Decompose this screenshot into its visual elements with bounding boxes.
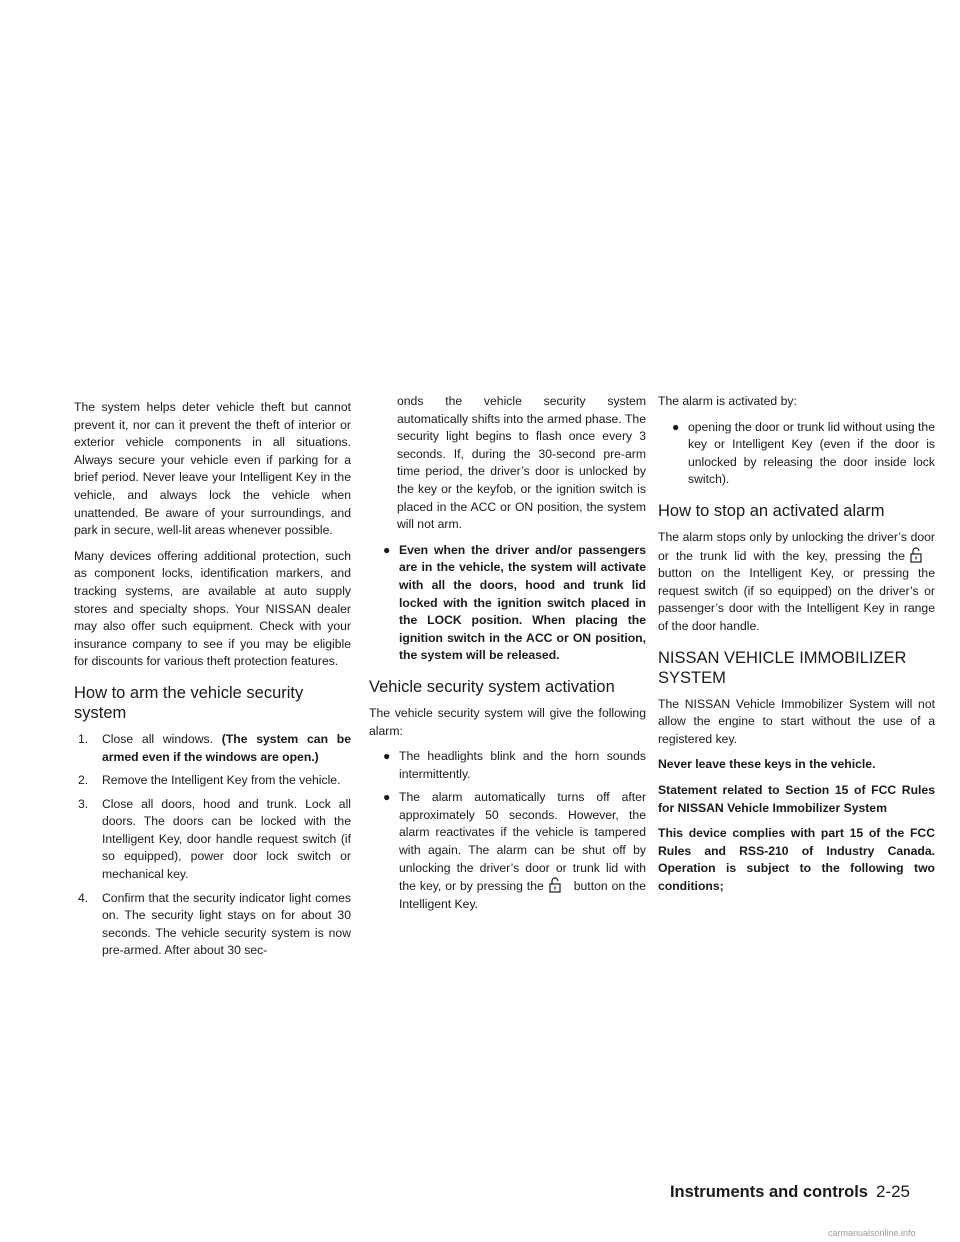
activation-heading: Vehicle security system activation [369, 677, 615, 696]
devices-paragraph: Many devices offering additional protection, such as component locks, identification markers, and tracking systems, are available at auto supply stores and specialty shops. Your NISSAN dealer may also offer such equipment. Check with your insurance company to see if you may be eligible for discounts for various theft protection features. [74, 548, 351, 669]
note-list [369, 542, 646, 665]
column-right [658, 393, 935, 903]
arm-steps [74, 731, 351, 960]
page-footer [670, 1182, 910, 1202]
step-1: 1. Close all windows. (The system can be armed even if the windows are open.) [78, 731, 351, 764]
key-lock-icon [548, 877, 562, 893]
continuation-paragraph: onds the vehicle security system automatically shifts into the armed phase. The security light begins to flash once every 3 seconds. If, during the 30-second pre-arm time period, the driver’s door is unlocked by the key or the keyfob, or the ignition switch is placed in the ACC or ON position, the system will not arm. [397, 394, 646, 532]
fcc-statement-heading: Statement related to Section 15 of FCC Rules for NISSAN Vehicle Immobilizer System [658, 782, 935, 815]
warning-keys: Never leave these keys in the vehicle. [658, 757, 876, 772]
activated-list [658, 419, 935, 489]
immobilizer-heading: NISSAN VEHICLE IMMOBILIZER SYSTEM [658, 648, 907, 687]
page-number: 2-25 [875, 1182, 910, 1201]
step-4: 4. Confirm that the security indicator light comes on. The security light stays on for about 30 seconds. The vehicle security system is now pre-armed. After about 30 sec- [78, 890, 351, 958]
key-lock-icon [909, 547, 923, 563]
alarm-item-1: ● The headlights blink and the horn sounds intermittently. [383, 749, 646, 781]
note-item: ● Even when the driver and/or passengers are in the vehicle, the system will activate with all the doors, hood and trunk lid locked with the ignition switch placed in the LOCK position. When placing the ignition switch in the ACC or ON position, the system will be released. [383, 542, 646, 663]
column-left [74, 399, 351, 966]
column-middle [369, 393, 646, 919]
stop-paragraph: The alarm stops only by unlocking the driver’s door or the trunk lid with the key, pressing thebutton on the Intelligent Key, or pressing the request switch (if so equipped) on the driver’s or passenger’s door with the Intelligent Key in range of the door handle. [658, 529, 935, 633]
footer-section: Instruments and controls [669, 1183, 868, 1201]
activated-by: The alarm is activated by: [658, 394, 797, 408]
step-3: 3. Close all doors, hood and trunk. Lock all doors. The doors can be locked with the Intelligent Key, door handle request switch (if so equipped), power door lock switch or mechanical key. [78, 796, 351, 882]
watermark: carmanualsonline.info [828, 1228, 916, 1238]
stop-heading: How to stop an activated alarm [658, 501, 885, 520]
alarm-item-2: ● The alarm automatically turns off after approximately 50 seconds. However, the alarm reactivates if the vehicle is tampered with again. The alarm can be shut off by unlocking the driver’s door or trunk lid with the key, or by pressing the button on the Intelligent Key. [383, 790, 646, 911]
alarm-list [369, 748, 646, 913]
fcc-statement: This device complies with part 15 of the FCC Rules and RSS-210 of Industry Canada. Operation is subject to the following two conditions; [658, 826, 935, 893]
arm-heading: How to arm the vehicle security system [74, 683, 304, 722]
immobilizer-paragraph: The NISSAN Vehicle Immobilizer System will not allow the engine to start without the use of a registered key. [658, 696, 935, 746]
activated-item: ● opening the door or trunk lid without using the key or Intelligent Key (even if the door is unlocked by releasing the door inside lock switch). [672, 419, 935, 487]
activation-intro: The vehicle security system will give the following alarm: [369, 705, 646, 738]
intro-paragraph: The system helps deter vehicle theft but cannot prevent it, nor can it prevent the theft of interior or exterior vehicle components in all situations. Always secure your vehicle even if parking for a brief period. Never leave your Intelligent Key in the vehicle, and always lock the vehicle when unattended. Be aware of your surroundings, and park in secure, well-lit areas whenever possible. [74, 400, 351, 538]
step-2: 2. Remove the Intelligent Key from the vehicle. [78, 773, 341, 788]
